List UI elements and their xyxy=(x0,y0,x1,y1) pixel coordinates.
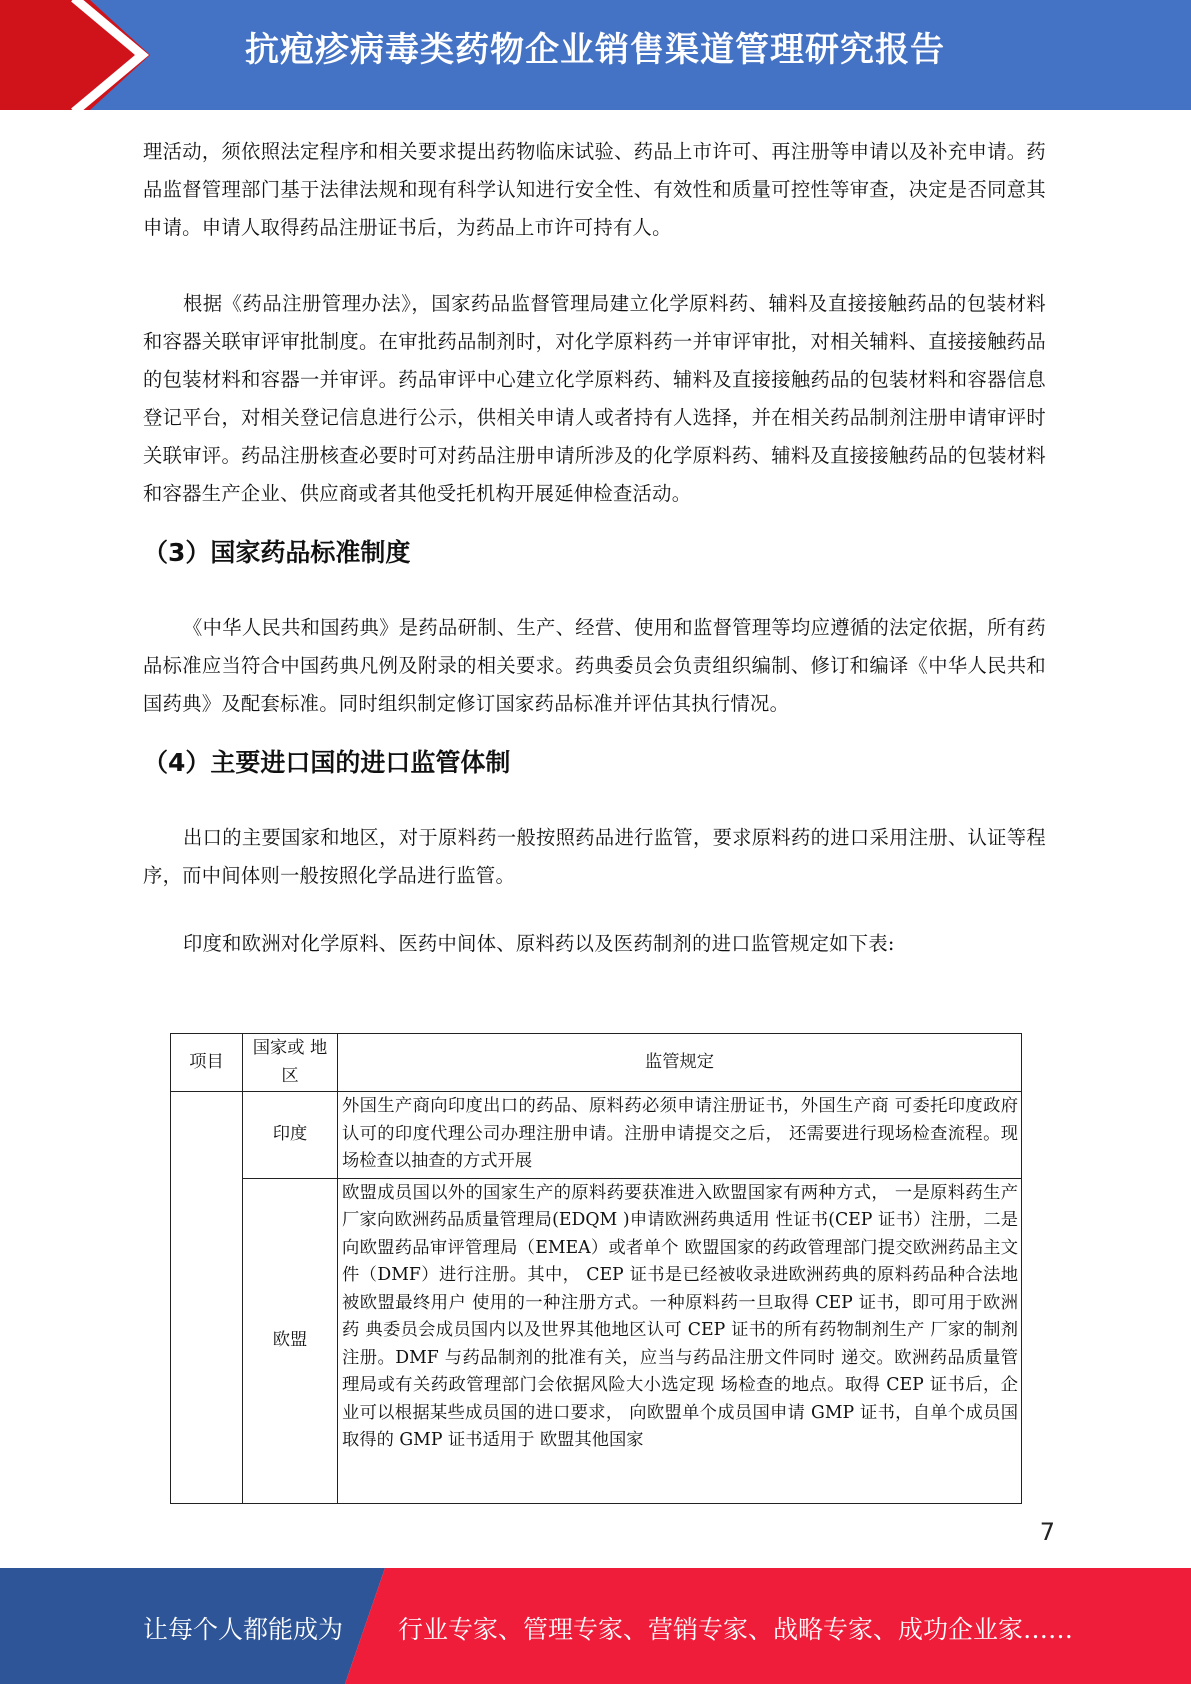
paragraph-4: 出口的主要国家和地区，对于原料药一般按照药品进行监管，要求原料药的进口采用注册、认证等程序，而中间体则一般按照化学品进行监管。 xyxy=(143,826,1046,887)
paragraph-2: 根据《药品注册管理办法》，国家药品监督管理局建立化学原料药、辅料及直接接触药品的包装材料和容器关联审评审批制度。在审批药品制剂时，对化学原料药一并审评审批，对相关辅料、直接接触药品的包装材料和容器一并审评。药品审评中心建立化学原料药、辅料及直接接触药品的包装材料和容器信息登记平台，对相关登记信息进行公示，供相关申请人或者持有人选择，并在相关药品制剂注册申请审评时关联审评。药品注册核查必要时可对药品注册申请所涉及的化学原料药、辅料及直接接触药品的包装材料和容器生产企业、供应商或者其他受托机构开展延伸检查活动。 xyxy=(143,292,1046,505)
page-number: 7 xyxy=(1039,1518,1055,1546)
paragraph-3: 《中华人民共和国药典》是药品研制、生产、经营、使用和监督管理等均应遵循的法定依据，所有药品标准应当符合中国药典凡例及附录的相关要求。药典委员会负责组织编制、修订和编译《中华人民共和国药典》及配套标准。同时组织制定修订国家药品标准并评估其执行情况。 xyxy=(143,616,1046,715)
import-regulation-table xyxy=(170,1033,1022,1504)
region-cell: 欧盟 xyxy=(243,1178,338,1503)
section-heading-3: （3）国家药品标准制度 xyxy=(143,538,411,567)
page-content xyxy=(143,133,1046,963)
header-cell-item: 项目 xyxy=(171,1034,243,1092)
page-footer xyxy=(0,1568,1191,1684)
rule-cell: 欧盟成员国以外的国家生产的原料药要获准进入欧盟国家有两种方式， 一是原料药生产厂家向欧洲药品质量管理局(EDQM )申请欧洲药典适用 性证书(CEP 证书）注册，二是向欧盟药品审评管理局（EMEA）或者单个 欧盟国家的药政管理部门提交欧洲药品主文件（DMF）进行注册。其中， CEP 证书是已经被收录进欧洲药典的原料药品种合法地被欧盟最终用户 使用的一种注册方式。一种原料药一旦取得 CEP 证书，即可用于欧洲药 典委员会成员国内以及世界其他地区认可 CEP 证书的所有药物制剂生产 厂家的制剂注册。DMF 与药品制剂的批准有关，应当与药品注册文件同时 递交。欧洲药品质量管理局或有关药政管理部门会依据风险大小选定现 场检查的地点。取得 CEP 证书后，企业可以根据某些成员国的进口要求， 向欧盟单个成员国申请 GMP 证书，自单个成员国取得的 GMP 证书适用于 欧盟其他国家 xyxy=(338,1178,1022,1503)
table-row xyxy=(171,1178,1022,1503)
table-row xyxy=(171,1092,1022,1179)
paragraph-1: 理活动，须依照法定程序和相关要求提出药物临床试验、药品上市许可、再注册等申请以及补充申请。药品监督管理部门基于法律法规和现有科学认知进行安全性、有效性和质量可控性等审查，决定是否同意其申请。申请人取得药品注册证书后，为药品上市许可持有人。 xyxy=(143,140,1046,239)
footer-slogan-left: 让每个人都能成为 xyxy=(143,1615,344,1644)
header-cell-rule: 监管规定 xyxy=(338,1034,1022,1092)
table-header-row xyxy=(171,1034,1022,1092)
header-cell-region: 国家或 地区 xyxy=(243,1034,338,1092)
item-cell xyxy=(171,1092,243,1504)
rule-cell: 外国生产商向印度出口的药品、原料药必须申请注册证书，外国生产商 可委托印度政府认可的印度代理公司办理注册申请。注册申请提交之后， 还需要进行现场检查流程。现场检查以抽查的方式开展 xyxy=(338,1092,1022,1179)
report-title: 抗疱疹病毒类药物企业销售渠道管理研究报告 xyxy=(245,30,945,70)
section-heading-4: （4）主要进口国的进口监管体制 xyxy=(143,748,511,777)
footer-slogan-right: 行业专家、管理专家、营销专家、战略专家、成功企业家…… xyxy=(398,1615,1074,1644)
paragraph-5: 印度和欧洲对化学原料、医药中间体、原料药以及医药制剂的进口监管规定如下表: xyxy=(183,932,895,955)
region-cell: 印度 xyxy=(243,1092,338,1179)
page-header xyxy=(0,0,1191,110)
